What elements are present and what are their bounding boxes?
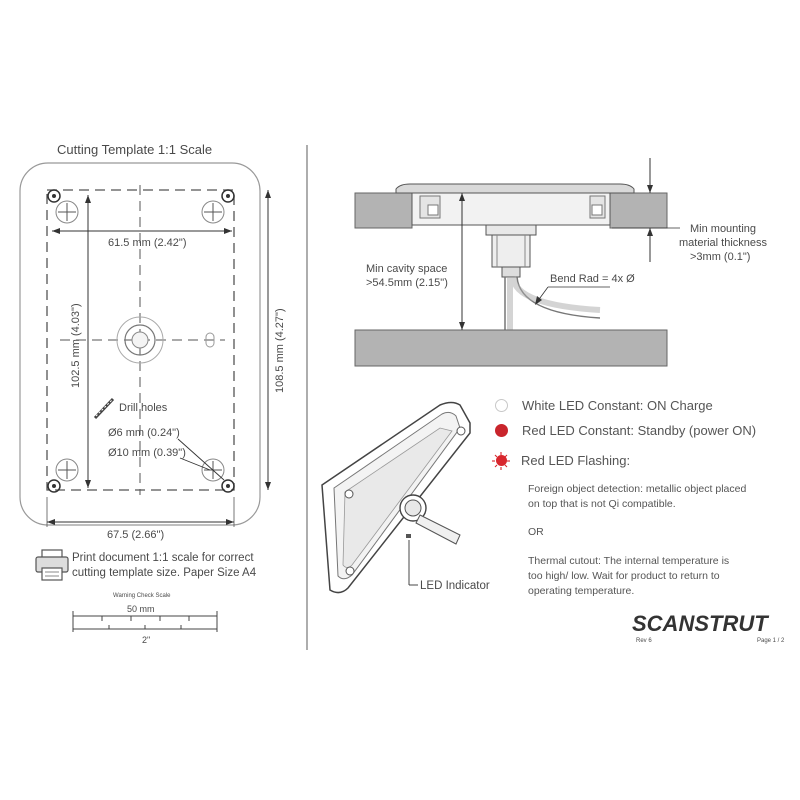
min-cavity-line1: Min cavity space [366,263,448,275]
legend-white-led-label: White LED Constant: ON Charge [522,398,713,413]
or-label: OR [528,526,544,538]
print-note-line1: Print document 1:1 scale for correct [72,552,254,564]
thermal-cutout-text [528,554,729,599]
cavity-base-surface [355,330,667,366]
legend-white-led [495,398,713,413]
dim-label-inner-width: 61.5 mm (2.42") [108,237,187,249]
footer-page: Page 1 / 2 [757,638,785,644]
check-scale-mm-label: 50 mm [127,604,155,614]
drill-bit-icon [95,399,113,418]
legend-red-constant-label: Red LED Constant: Standby (power ON) [522,423,757,438]
screw-hole-bottom-left [48,459,78,492]
foreign-object-line1: Foreign object detection: metallic object placed [528,483,747,495]
min-mounting-line2: material thickness [679,237,768,249]
mounting-panel-section [355,184,667,228]
red-led-flashing-icon [496,455,507,466]
bend-radius-label: Bend Rad = 4x Ø [550,273,635,285]
dim-label-inner-height: 102.5 mm (4.03") [70,303,82,388]
white-led-dot-icon [495,399,508,412]
thermal-line2: too high/ low. Wait for product to return to [528,570,720,582]
thermal-line3: operating temperature. [528,585,635,597]
dim-label-outer-width: 67.5 (2.66") [107,529,165,541]
foreign-object-text [528,482,746,512]
brand-logo: SCANSTRUT [632,611,768,636]
print-note-line2: cutting template size. Paper Size A4 [72,567,257,579]
foreign-object-line2: on top that is not Qi compatible. [528,498,676,510]
check-scale-title: Warning Check Scale [113,593,171,599]
dim-label-outer-height: 108.5 mm (4.27") [274,308,286,393]
legend-red-constant [495,423,756,438]
hole-small-label: Ø6 mm (0.24") [108,427,180,439]
printer-icon [36,550,68,580]
cable-gland [486,225,536,277]
check-scale-ruler [73,611,217,632]
thermal-line1: Thermal cutout: The internal temperature is [528,555,730,567]
red-led-dot-icon [495,424,508,437]
drill-holes-label: Drill holes [119,402,168,414]
screw-hole-top-left [48,190,78,223]
screw-hole-bottom-right [202,459,234,492]
hole-large-label: Ø10 mm (0.39") [108,447,186,459]
min-mounting-line3: >3mm (0.1") [690,251,751,263]
charger-iso-view [322,403,470,593]
screw-hole-top-right [202,190,234,223]
min-mounting-line1: Min mounting [690,223,757,235]
check-scale-inch-label: 2" [142,635,151,645]
legend-red-flashing-label: Red LED Flashing: [521,453,631,468]
min-cavity-line2: >54.5mm (2.15") [366,277,448,289]
led-indicator-label: LED Indicator [420,580,490,592]
legend-red-flashing [495,453,630,468]
template-title: Cutting Template 1:1 Scale [57,142,213,157]
footer-rev: Rev 6 [636,638,652,644]
